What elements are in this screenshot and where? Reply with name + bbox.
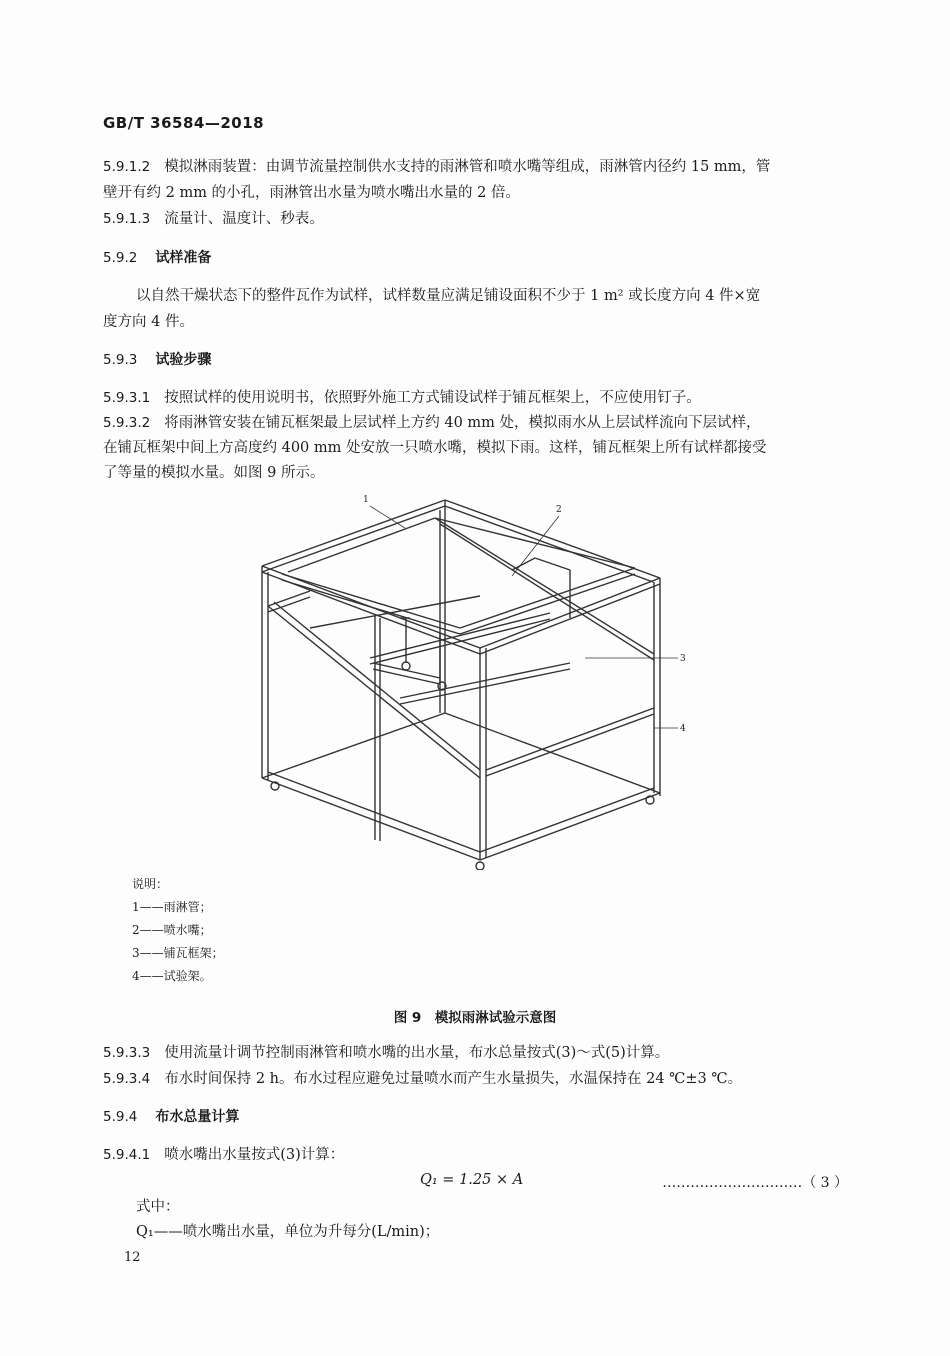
paragraph-line: 以自然干燥状态下的整件瓦作为试样，试样数量应满足铺设面积不少于 1 m² 或长度方向 4 件×宽 <box>136 288 761 304</box>
section-heading-5-9-2 <box>103 248 848 268</box>
figure-caption: 图 9 模拟雨淋试验示意图 <box>393 1010 557 1026</box>
clause-text: 布水时间保持 2 h。布水过程应避免过量喷水而产生水量损失，水温保持在 24 ℃±3 ℃。 <box>164 1071 743 1087</box>
legend-item-2: 2——喷水嘴； <box>132 923 212 937</box>
section-number: 5.9.4 <box>103 1109 138 1125</box>
section-number: 5.9.2 <box>103 250 138 266</box>
paragraph-line: 度方向 4 件。 <box>103 314 194 330</box>
clause-number: 5.9.4.1 <box>103 1147 151 1163</box>
page-number: 12 <box>124 1250 141 1265</box>
clause-5-9-3-1 <box>103 388 848 408</box>
clause-5-9-3-2 <box>103 413 848 433</box>
section-title: 试验步骤 <box>155 352 212 368</box>
section-title: 试样准备 <box>155 250 212 266</box>
test-frame-drawing <box>262 500 678 870</box>
figure-label-4: 4 <box>680 724 686 734</box>
clause-text: 流量计、温度计、秒表。 <box>164 211 324 227</box>
section-number: 5.9.3 <box>103 352 138 368</box>
clause-number: 5.9.3.3 <box>103 1045 151 1061</box>
figure-label-2: 2 <box>556 505 562 515</box>
clause-number: 5.9.1.2 <box>103 159 151 175</box>
standard-header: GB/T 36584—2018 <box>103 114 265 132</box>
legend-title: 说明： <box>132 877 169 891</box>
clause-5-9-4-1 <box>103 1145 848 1165</box>
figure-label-1: 1 <box>363 495 369 505</box>
clause-5-9-3-3 <box>103 1043 848 1063</box>
clause-number: 5.9.3.1 <box>103 390 151 406</box>
clause-5-9-3-4 <box>103 1069 848 1089</box>
formula-number: …………………………（ 3 ） <box>662 1175 848 1191</box>
clause-text: 模拟淋雨装置：由调节流量控制供水支持的雨淋管和喷水嘴等组成，雨淋管内径约 15 mm，管 <box>164 159 771 175</box>
clause-number: 5.9.1.3 <box>103 211 151 227</box>
clause-text-continued: 壁开有约 2 mm 的小孔，雨淋管出水量为喷水嘴出水量的 2 倍。 <box>103 185 520 201</box>
clause-text: 喷水嘴出水量按式(3)计算： <box>164 1147 345 1163</box>
legend-item-3: 3——铺瓦框架； <box>132 946 224 960</box>
clause-text-continued: 在铺瓦框架中间上方高度约 400 mm 处安放一只喷水嘴，模拟下雨。这样，铺瓦框架上所有试样都接受 <box>103 440 767 456</box>
rain-test-figure <box>250 488 690 870</box>
variable-definition: Q₁——喷水嘴出水量，单位为升每分(L/min)； <box>136 1224 440 1240</box>
section-title: 布水总量计算 <box>155 1109 240 1125</box>
section-heading-5-9-3 <box>103 350 848 370</box>
formula-3: Q₁ = 1.25 × A <box>420 1172 524 1188</box>
legend-item-4: 4——试验架。 <box>132 969 212 983</box>
clause-5-9-1-2 <box>103 157 848 177</box>
clause-text: 将雨淋管安装在铺瓦框架最上层试样上方约 40 mm 处，模拟雨水从上层试样流向下层试样， <box>164 415 761 431</box>
clause-text-continued: 了等量的模拟水量。如图 9 所示。 <box>103 465 325 481</box>
figure-label-3: 3 <box>680 654 686 664</box>
clause-text: 按照试样的使用说明书，依照野外施工方式铺设试样于铺瓦框架上，不应使用钉子。 <box>164 390 701 406</box>
clause-number: 5.9.3.2 <box>103 415 151 431</box>
section-heading-5-9-4 <box>103 1107 848 1127</box>
clause-text: 使用流量计调节控制雨淋管和喷水嘴的出水量，布水总量按式(3)～式(5)计算。 <box>164 1045 670 1061</box>
where-label: 式中： <box>136 1199 180 1215</box>
clause-number: 5.9.3.4 <box>103 1071 151 1087</box>
legend-item-1: 1——雨淋管； <box>132 900 212 914</box>
clause-5-9-1-3 <box>103 209 848 229</box>
